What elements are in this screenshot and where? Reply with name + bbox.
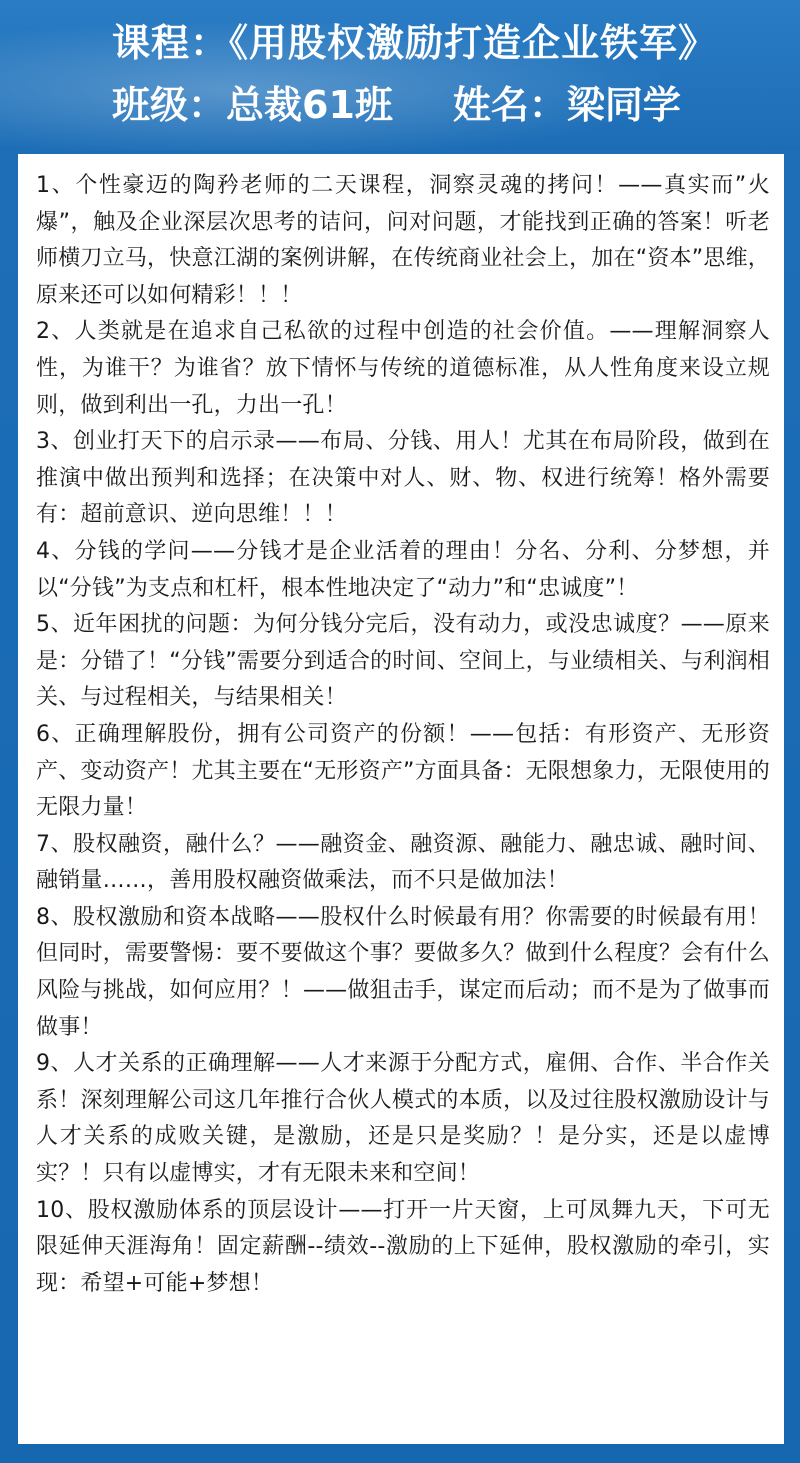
list-item: 6、正确理解股份，拥有公司资产的份额！——包括：有形资产、无形资产、变动资产！尤其主要在“无形资产”方面具备：无限想象力，无限使用的无限力量！ — [36, 721, 770, 821]
list-item: 9、人才关系的正确理解——人才来源于分配方式，雇佣、合作、半合作关系！深刻理解公司这几年推行合伙人模式的本质，以及过往股权激励设计与人才关系的成败关键，是激励，还是只是奖励？！是分实，还是以虚博实？！只有以虚博实，才有无限未来和空间！ — [36, 1051, 770, 1187]
course-title: 课程：《用股权激励打造企业铁军》 — [112, 21, 718, 65]
list-item: 4、分钱的学问——分钱才是企业活着的理由！分名、分利、分梦想，并以“分钱”为支点和杠杆，根本性地决定了“动力”和“忠诚度”！ — [36, 538, 770, 601]
list-item: 5、近年困扰的问题：为何分钱分完后，没有动力，或没忠诚度？——原来是：分错了！“分钱”需要分到适合的时间、空间上，与业绩相关、与利润相关、与过程相关，与结果相关！ — [36, 612, 770, 711]
list-item: 10、股权激励体系的顶层设计——打开一片天窗，上可凤舞九天，下可无限延伸天涯海角！固定薪酬--绩效--激励的上下延伸，股权激励的牵引，实现：希望+可能+梦想！ — [36, 1197, 770, 1296]
list-item: 3、创业打天下的启示录——布局、分钱、用人！尤其在布局阶段，做到在推演中做出预判和选择；在决策中对人、财、物、权进行统筹！格外需要有：超前意识、逆向思维！！！ — [36, 429, 770, 528]
list-item: 2、人类就是在追求自己私欲的过程中创造的社会价值。——理解洞察人性，为谁干？为谁省？放下情怀与传统的道德标准，从人性角度来设立规则，做到利出一孔，力出一孔！ — [36, 319, 770, 418]
name-label: 姓名：梁同学 — [452, 83, 681, 127]
list-item: 8、股权激励和资本战略——股权什么时候最有用？你需要的时候最有用！但同时，需要警惕：要不要做这个事？要做多久？做到什么程度？会有什么风险与挑战，如何应用？！——做狙击手，谋定而后动；而不是为了做事而做事！ — [36, 904, 770, 1040]
list-item: 1、个性豪迈的陶矜老师的二天课程，洞察灵魂的拷问！——真实而”火爆”，触及企业深层次思考的诘问，问对问题，才能找到正确的答案！听老师横刀立马，快意江湖的案例讲解，在传统商业社会上，加在“资本”思维，原来还可以如何精彩！！！ — [36, 173, 770, 308]
class-label: 班级：总裁61班 — [112, 83, 393, 127]
content-card — [18, 154, 784, 1444]
student-info — [112, 74, 681, 129]
header-banner — [0, 0, 800, 150]
list-item: 7、股权融资，融什么？——融资金、融资源、融能力、融忠诚、融时间、融销量……，善用股权融资做乘法，而不只是做加法！ — [36, 831, 770, 894]
